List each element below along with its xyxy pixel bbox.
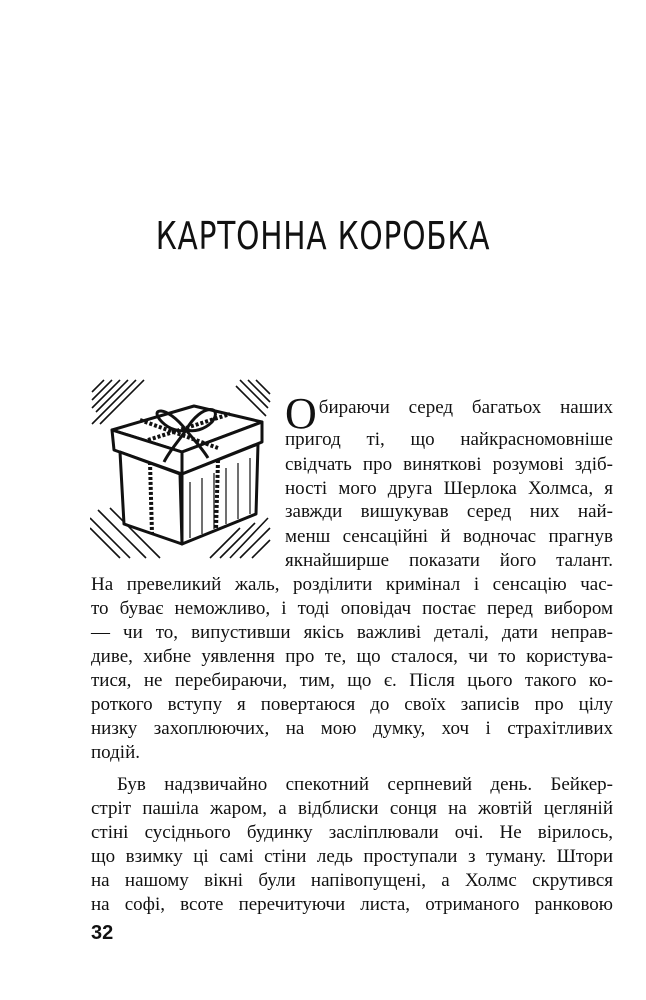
text-line: — чи то, випустивши якісь важливі деталі, дати неправ-	[91, 622, 613, 643]
text-line: диве, хибне уявлення про те, що сталося, чи то користува-	[91, 646, 613, 667]
text-line: завжди вишукував серед них най-	[285, 501, 613, 522]
text-line: якнайширше показати його талант.	[285, 550, 613, 571]
text-line: стіні сусіднього будинку засліплювали очі. Не вірилось,	[91, 822, 613, 843]
text-line: низку захоплюючих, на мою думку, хоч і страхітливих	[91, 718, 613, 739]
text-line: що взимку ці самі стіни ледь проступали з туману. Штори	[91, 846, 613, 867]
text-line: пригод ті, що найкрасномовніше	[285, 429, 613, 450]
text-line: то буває неможливо, і тоді оповідач постає перед вибором	[91, 598, 613, 619]
text-line: тися, не перебираючи, тим, що є. Після цього такого ко-	[91, 670, 613, 691]
text-line: ності мого друга Шерлока Холмса, я	[285, 478, 613, 499]
text-line: менш сенсаційні й водночас прагнув	[285, 526, 613, 547]
text-line: На превеликий жаль, розділити кримінал і сенсацію час-	[91, 574, 613, 595]
text-line: на нашому вікні були напівопущені, а Холмс скрутився	[91, 870, 613, 891]
text-line: свідчать про виняткові розумові здіб-	[285, 454, 613, 475]
text-line: Був надзвичайно спекотний серпневий день. Бейкер-	[117, 774, 613, 795]
text-line: на софі, всоте перечитуючи листа, отриманого ранковою	[91, 894, 613, 915]
page-number: 32	[91, 922, 114, 944]
gift-box-illustration	[90, 378, 272, 560]
text-line: подій.	[91, 742, 140, 763]
drop-cap: О	[285, 389, 317, 438]
chapter-title: КАРТОННА КОРОБКА	[155, 214, 491, 258]
text-line: стріт пашіла жаром, а відблиски сонця на жовтій цегляній	[91, 798, 613, 819]
text-line: Обираючи серед багатьох наших	[285, 389, 613, 438]
text-line: роткого вступу я повертаюся до своїх записів про цілу	[91, 694, 613, 715]
